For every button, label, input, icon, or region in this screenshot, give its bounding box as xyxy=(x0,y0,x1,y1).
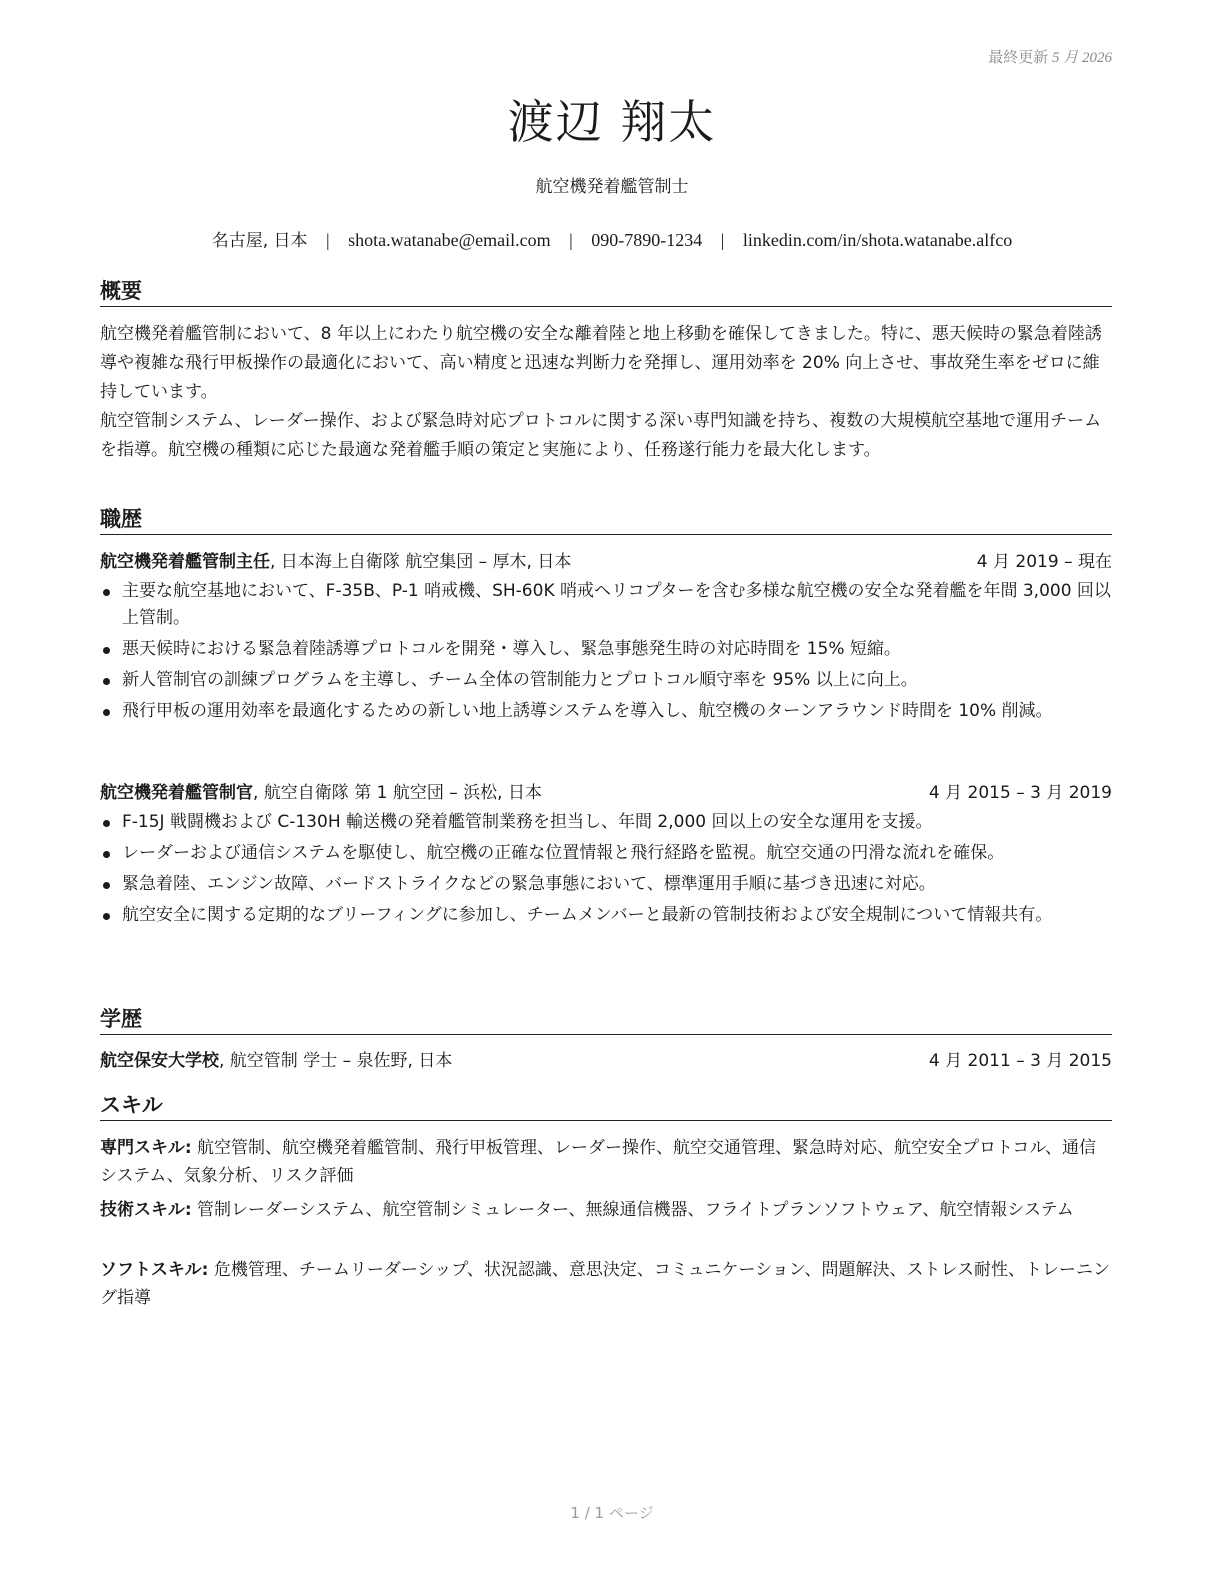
job-role: 航空機発着艦管制主任 xyxy=(100,552,270,572)
job-header-1 xyxy=(100,549,1112,575)
contact-location: 名古屋, 日本 xyxy=(211,231,308,251)
section-heading-experience: 職歴 xyxy=(100,506,1112,535)
list-item: 新人管制官の訓練プログラムを主導し、チーム全体の管制能力とプロトコル順守率を 95% 以上に向上。 xyxy=(100,667,1112,694)
job-role: 航空機発着艦管制官 xyxy=(100,783,253,803)
skill-technical xyxy=(100,1196,1112,1224)
job-header-2 xyxy=(100,780,1112,806)
skill-soft xyxy=(100,1256,1112,1312)
job-dates: 4 月 2015 – 3 月 2019 xyxy=(928,783,1112,803)
list-item: レーダーおよび通信システムを駆使し、航空機の正確な位置情報と飛行経路を監視。航空交通の円滑な流れを確保。 xyxy=(100,840,1112,867)
candidate-name: 渡辺 翔太 xyxy=(507,95,717,149)
list-item: F-15J 戦闘機および C-130H 輸送機の発着艦管制業務を担当し、年間 2,000 回以上の安全な運用を支援。 xyxy=(100,809,1112,836)
job-dates: 4 月 2019 – 現在 xyxy=(976,552,1112,572)
contact-linkedin[interactable]: linkedin.com/in/shota.watanabe.alfco xyxy=(742,230,1013,250)
job-bullets-2 xyxy=(100,809,1112,933)
job-org: , 航空自衛隊 第 1 航空団 – 浜松, 日本 xyxy=(253,783,542,803)
skill-text: 航空管制、航空機発着艦管制、飛行甲板管理、レーダー操作、航空交通管理、緊急時対応、航空安全プロトコル、通信システム、気象分析、リスク評価 xyxy=(100,1138,1097,1186)
page-number: 1 / 1 ページ xyxy=(570,1504,654,1522)
skill-text: 管制レーダーシステム、航空管制シミュレーター、無線通信機器、フライトプランソフトウェア、航空情報システム xyxy=(191,1200,1074,1220)
section-heading-skills: スキル xyxy=(100,1092,1112,1121)
list-item: 飛行甲板の運用効率を最適化するための新しい地上誘導システムを導入し、航空機のターンアラウンド時間を 10% 削減。 xyxy=(100,698,1112,725)
list-item: 航空安全に関する定期的なブリーフィングに参加し、チームメンバーと最新の管制技術および安全規制について情報共有。 xyxy=(100,902,1112,929)
education-detail: , 航空管制 学士 – 泉佐野, 日本 xyxy=(219,1051,453,1071)
school-name: 航空保安大学校 xyxy=(100,1051,219,1071)
contact-separator: | xyxy=(720,230,725,250)
job-title: 航空機発着艦管制士 xyxy=(535,177,689,197)
skill-label: 専門スキル: xyxy=(100,1138,192,1158)
section-heading-summary: 概要 xyxy=(100,278,1112,307)
list-item: 悪天候時における緊急着陸誘導プロトコルを開発・導入し、緊急事態発生時の対応時間を 15% 短縮。 xyxy=(100,636,1112,663)
summary-paragraph-2: 航空管制システム、レーダー操作、および緊急時対応プロトコルに関する深い専門知識を持ち、複数の大規模航空基地で運用チームを指導。航空機の種類に応じた最適な発着艦手順の策定と実施により、任務遂行能力を最大化します。 xyxy=(100,411,1102,460)
skill-label: ソフトスキル: xyxy=(100,1260,209,1280)
summary-paragraph-1: 航空機発着艦管制において、8 年以上にわたり航空機の安全な離着陸と地上移動を確保してきました。特に、悪天候時の緊急着陸誘導や複雑な飛行甲板操作の最適化において、高い精度と迅速な判断力を発揮し、運用効率を 20% 向上させ、事故発生率をゼロに維持しています。 xyxy=(100,324,1102,402)
section-heading-education: 学歴 xyxy=(100,1006,1112,1035)
contact-email[interactable]: shota.watanabe@email.com xyxy=(348,230,551,250)
contact-separator: | xyxy=(569,230,573,250)
list-item: 主要な航空基地において、F-35B、P-1 哨戒機、SH-60K 哨戒ヘリコプターを含む多様な航空機の安全な発着艦を年間 3,000 回以上管制。 xyxy=(100,578,1112,632)
contact-separator: | xyxy=(326,230,330,250)
contact-phone[interactable]: 090-7890-1234 xyxy=(591,230,703,250)
skill-label: 技術スキル: xyxy=(100,1200,192,1220)
list-item: 緊急着陸、エンジン故障、バードストライクなどの緊急事態において、標準運用手順に基づき迅速に対応。 xyxy=(100,871,1112,898)
last-updated-value: 5 月 2026 xyxy=(1051,50,1112,66)
last-updated xyxy=(988,46,1112,67)
education-dates: 4 月 2011 – 3 月 2015 xyxy=(928,1051,1112,1071)
skill-text: 危機管理、チームリーダーシップ、状況認識、意思決定、コミュニケーション、問題解決、ストレス耐性、トレーニング指導 xyxy=(100,1260,1110,1308)
education-row xyxy=(100,1048,1112,1074)
last-updated-label: 最終更新 xyxy=(988,50,1049,66)
skill-professional xyxy=(100,1134,1112,1190)
job-bullets-1 xyxy=(100,578,1112,729)
contact-line xyxy=(0,226,1224,251)
job-org: , 日本海上自衛隊 航空集団 – 厚木, 日本 xyxy=(270,552,572,572)
